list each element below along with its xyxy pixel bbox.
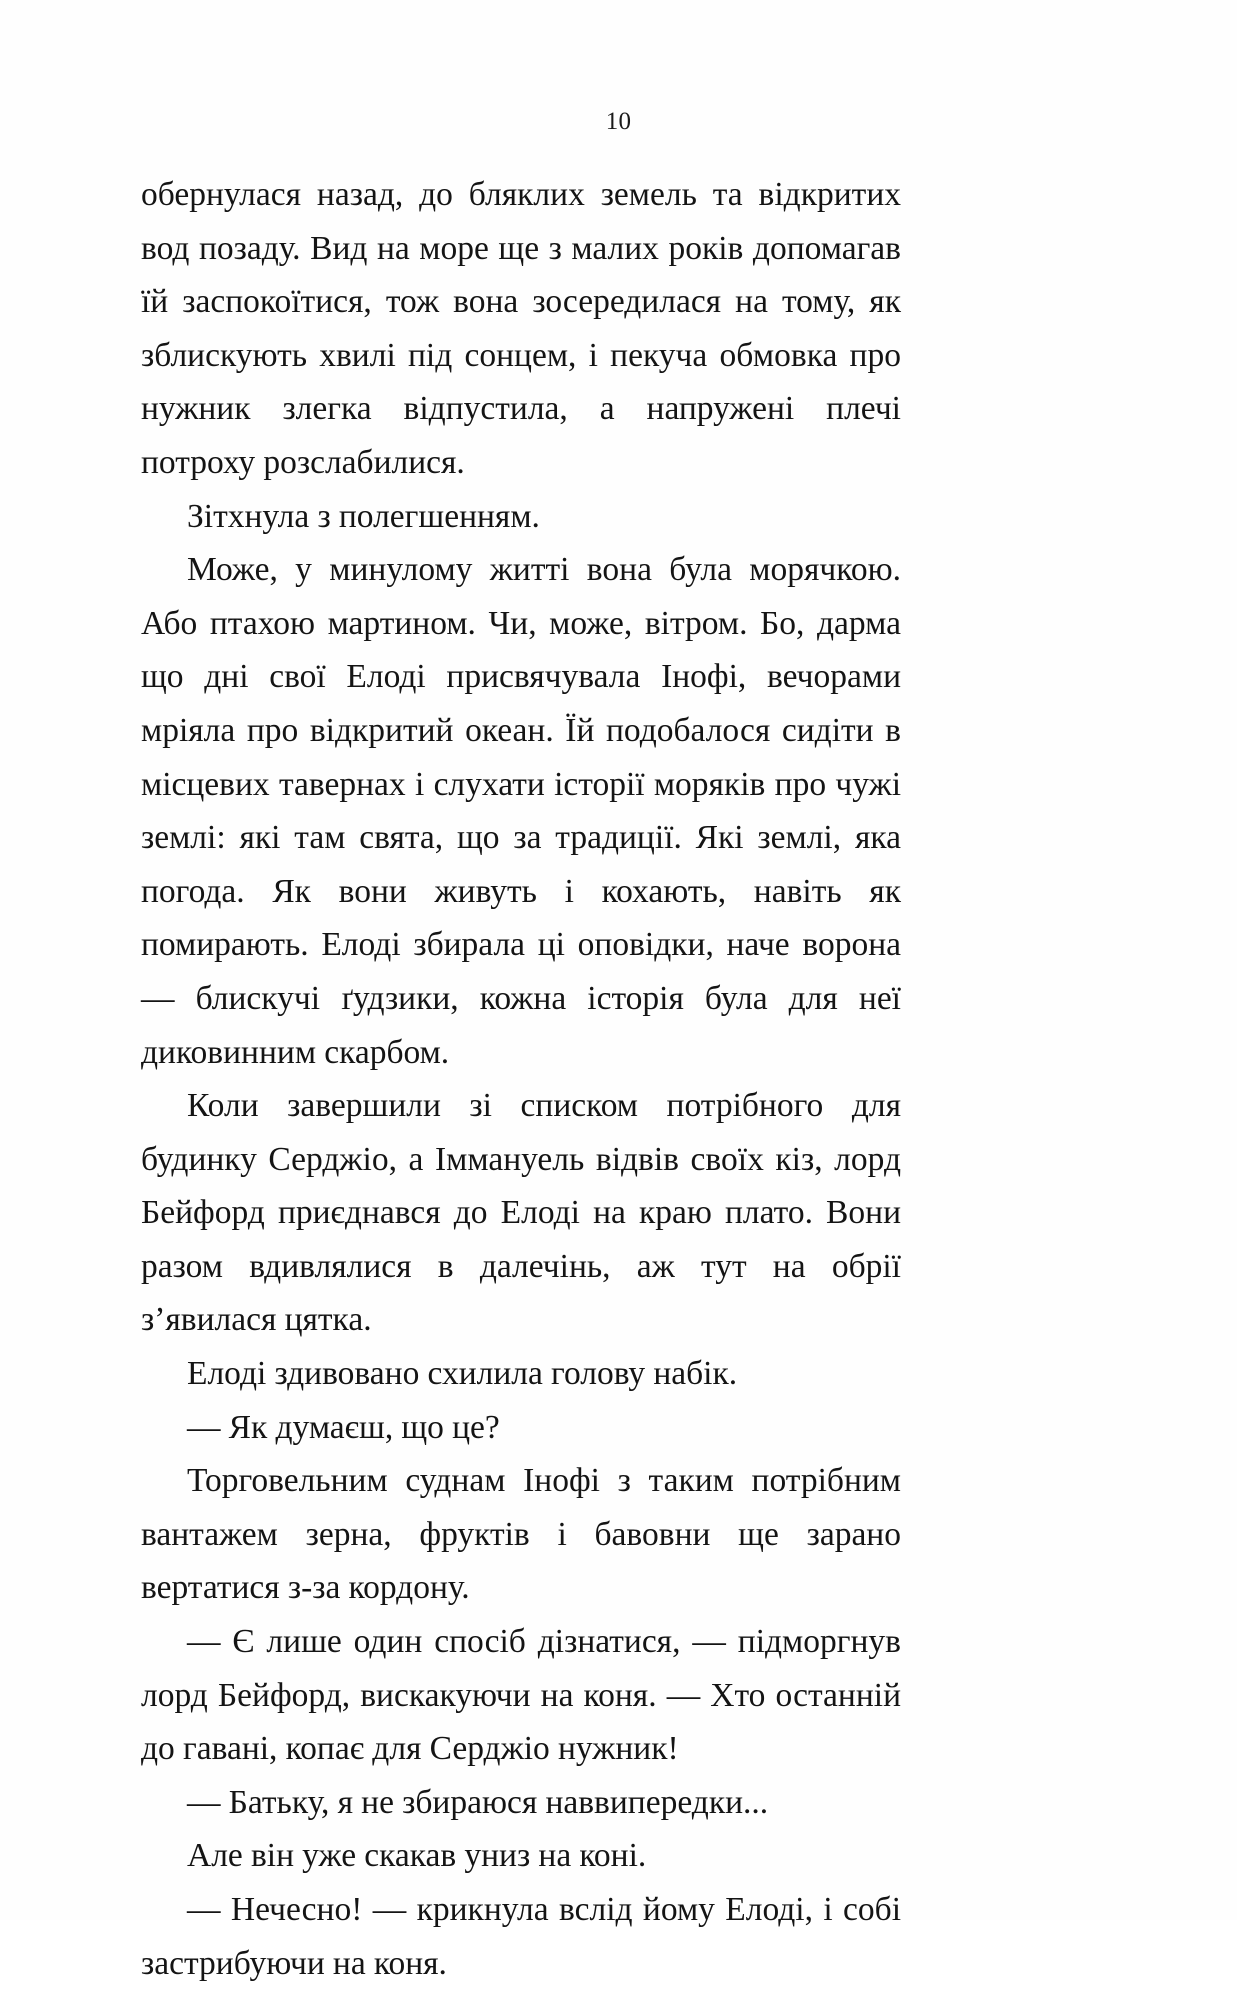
- paragraph: Коли завершили зі списком потрібного для будинку Серджіо, а Іммануель відвів своїх кіз, лорд Бейфорд приєднався до Елоді на краю плато. Вони разом вдивлялися в далечінь, аж тут на обрії з’явилася цятка.: [141, 1087, 901, 1339]
- paragraph: обернулася назад, до бляклих земель та відкритих вод позаду. Вид на море ще з малих років допомагав їй заспокоїтися, тож вона зосередилася на тому, як зблискують хвилі під сонцем, і пекуча обмовка про нужник злегка відпустила, а напружені плечі потроху розслабилися.: [141, 176, 901, 481]
- dialogue-line: — Є лише один спосіб дізнатися, — підморгнув лорд Бейфорд, вискакуючи на коня. — Хто останній до гавані, копає для Серджіо нужник!: [141, 1623, 901, 1768]
- paragraph: Зітхнула з полегшенням.: [187, 497, 540, 535]
- paragraph: Торговельним суднам Інофі з таким потрібним вантажем зерна, фруктів і бавовни ще зарано вертатися з-за кордону.: [141, 1462, 901, 1607]
- paragraph: Але він уже скакав униз на коні.: [187, 1837, 647, 1875]
- dialogue-line: — Як думаєш, що це?: [187, 1408, 500, 1446]
- dialogue-line: — Батьку, я не збираюся наввипередки...: [187, 1783, 769, 1821]
- dialogue-line: — Нечесно! — крикнула вслід йому Елоді, і собі застрибуючи на коня.: [141, 1891, 901, 1982]
- paragraph: Елоді здивовано схилила голову набік.: [187, 1355, 738, 1393]
- paragraph: Може, у минулому житті вона була морячкою. Або птахою мартином. Чи, може, вітром. Бо, дарма що дні свої Елоді присвячувала Інофі, вечорами мріяла про відкритий океан. Їй подобалося сидіти в місцевих тавернах і слухати історії моряків про чужі землі: які там свята, що за традиції. Які землі, яка погода. Як вони живуть і кохають, навіть як помирають. Елоді збирала ці оповідки, наче ворона — блискучі ґудзики, кожна історія була для неї диковинним скарбом.: [141, 551, 901, 1071]
- page-number: 10: [605, 108, 632, 135]
- body-text-block: [141, 168, 901, 1990]
